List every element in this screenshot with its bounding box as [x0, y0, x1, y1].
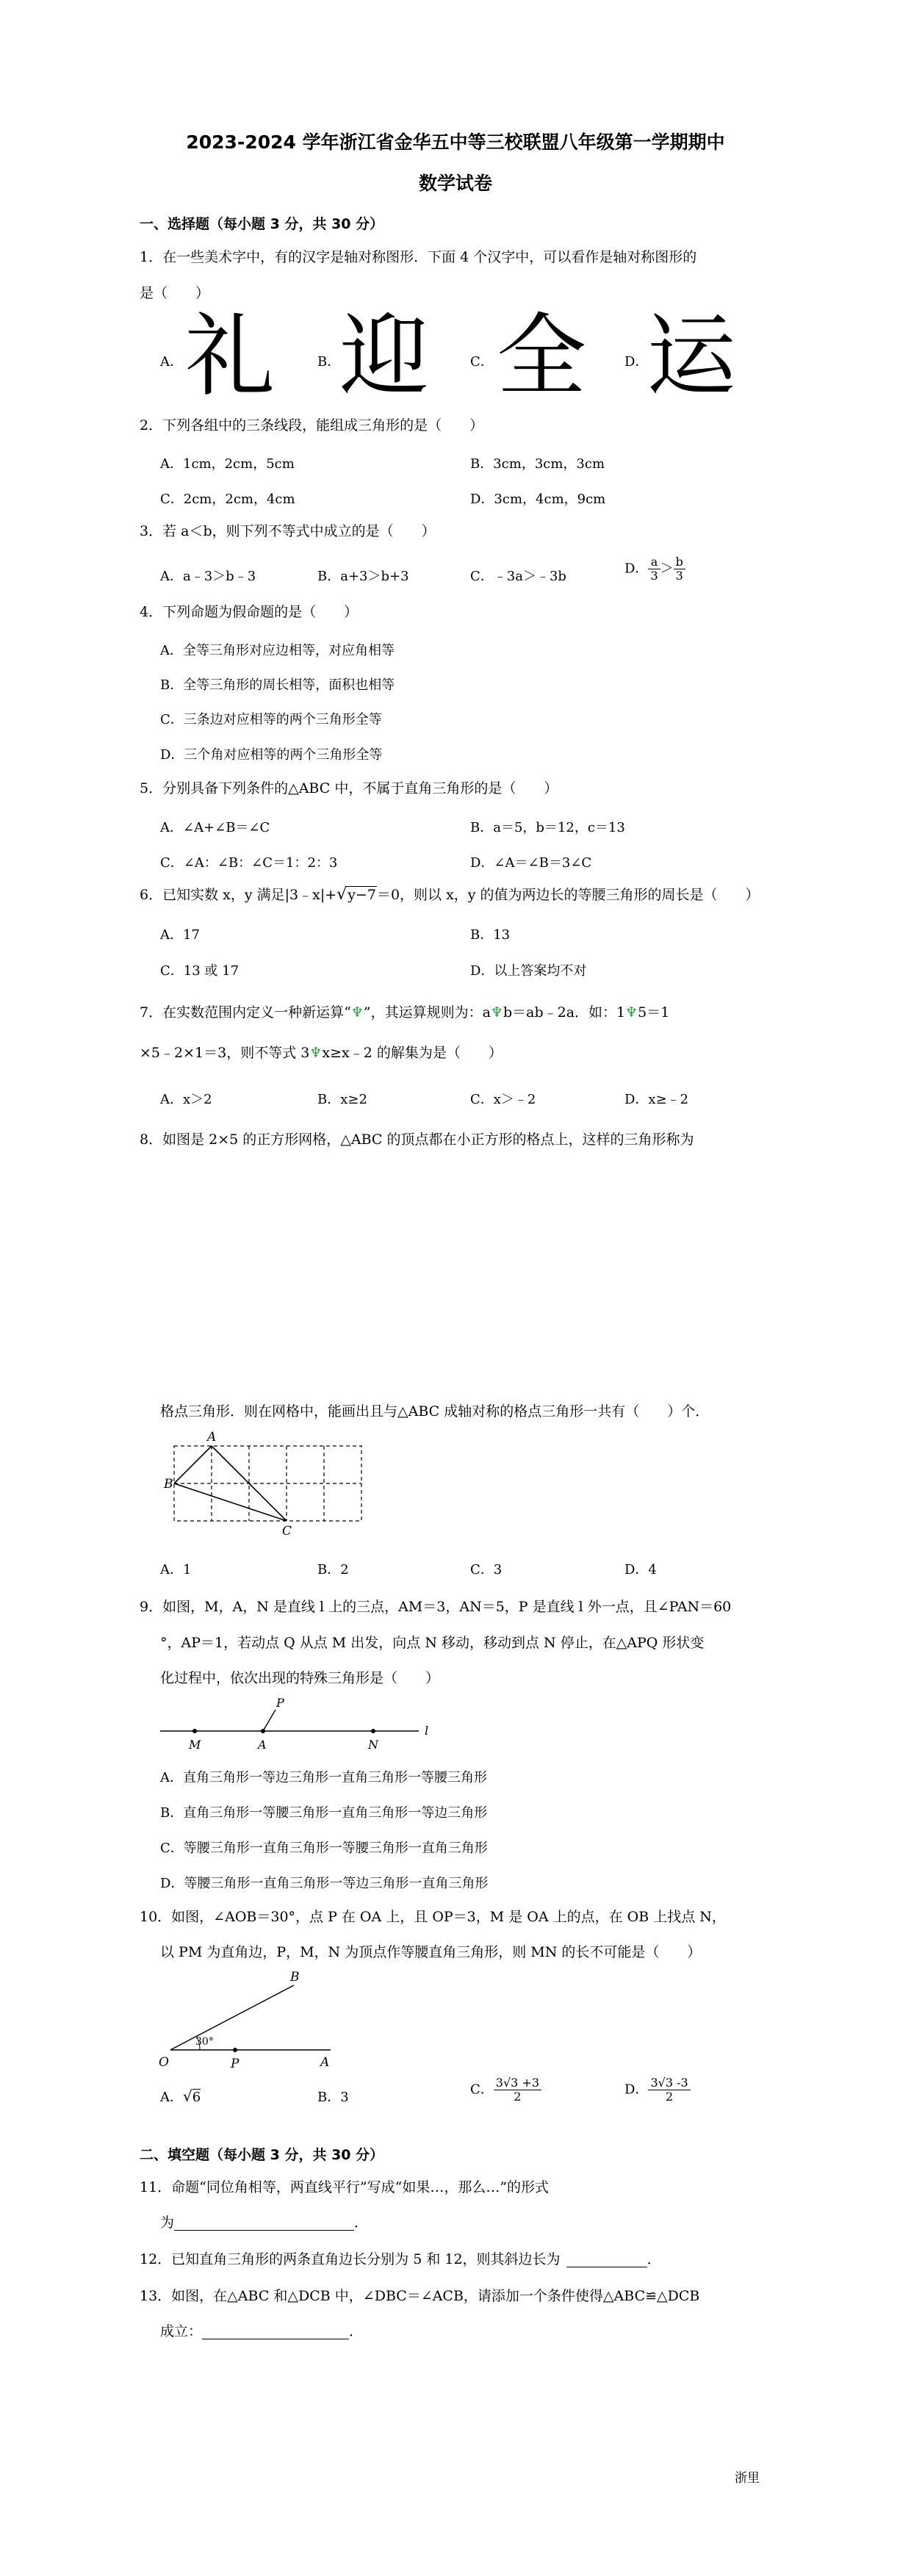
q1-option-d-char: 运 — [647, 304, 736, 409]
q9-label-p: P — [276, 1696, 284, 1710]
q2-option-b: B．3cm，3cm，3cm — [470, 456, 605, 472]
q10-label-a: A — [320, 2055, 330, 2070]
q12-stem: 12．已知直角三角形的两条直角边长分别为 5 和 12，则其斜边长为 ． — [140, 2251, 661, 2267]
q6-option-b: B．13 — [470, 927, 511, 943]
q7-option-b: B．x≥2 — [317, 1092, 367, 1107]
q9-stem-line3: 化过程中，依次出现的特殊三角形是（ ） — [160, 1670, 440, 1686]
q10-label-b: B — [290, 1970, 300, 1985]
q3-option-d — [624, 555, 685, 583]
q2-option-d: D．3cm，4cm，9cm — [470, 492, 606, 507]
q9-option-d: D．等腰三角形一直角三角形一等边三角形一直角三角形 — [160, 1876, 489, 1891]
q5-option-b: B．a＝5，b＝12，c＝13 — [470, 820, 625, 835]
q8-vertex-a-label: A — [207, 1430, 217, 1444]
q6-sqrt-radicand: y−7 — [348, 887, 376, 903]
q10-label-p: P — [231, 2057, 240, 2071]
q8-stem-line1: 8．如图是 2×5 的正方形网格，△ABC 的顶点都在小正方形的格点上，这样的三角形称为 — [140, 1132, 694, 1148]
custom-operator-icon: ♆ — [490, 1004, 503, 1021]
q8-grid-figure — [165, 1428, 378, 1538]
q1-stem-line1: 1．在一些美术字中，有的汉字是轴对称图形．下面 4 个汉字中，可以看作是轴对称图形的 — [140, 249, 697, 265]
q11-answer-blank[interactable] — [174, 2217, 354, 2231]
q6-option-a: A．17 — [160, 927, 200, 943]
q10-angle-figure — [154, 1969, 360, 2072]
q11-stem-line2: 为 ． — [160, 2215, 369, 2231]
q10-option-c-fraction: $\frac{3√3 +3}{2}$ — [494, 2076, 541, 2104]
q11-stem-line1: 11．命题“同位角相等，两直线平行”写成“如果…，那么…”的形式 — [140, 2179, 550, 2195]
q7-option-a: A．x＞2 — [160, 1092, 212, 1107]
q4-option-d: D．三个角对应相等的两个三角形全等 — [160, 747, 383, 763]
q4-option-b: B．全等三角形的周长相等，面积也相等 — [160, 677, 395, 693]
q3-option-d-label: D． — [624, 561, 649, 577]
q9-option-a: A．直角三角形一等边三角形一直角三角形一等腰三角形 — [160, 1770, 487, 1785]
q3-option-b: B．a+3＞b+3 — [317, 569, 409, 584]
exam-title-line1: 2023-2024 学年浙江省金华五中等三校联盟八年级第一学期期中 — [186, 132, 725, 153]
q1-option-a-label: A． — [160, 354, 183, 370]
q9-label-m: M — [189, 1738, 201, 1752]
q4-stem: 4．下列命题为假命题的是（ ） — [140, 604, 359, 620]
q9-label-n: N — [368, 1738, 378, 1752]
q13-stem-line2: 成立： ． — [160, 2323, 364, 2339]
q8-dashed-grid — [174, 1446, 361, 1521]
q2-option-c: C．2cm，2cm，4cm — [160, 492, 295, 507]
q5-option-d: D．∠A＝∠B＝3∠C — [470, 855, 592, 871]
q10-option-d: D． $\frac{3√3 -3}{2}$ — [624, 2076, 691, 2104]
q9-stem-line1: 9．如图，M，A，N 是直线 l 上的三点，AM＝3，AN＝5，P 是直线 l 外一点，且∠PAN＝60 — [140, 1599, 732, 1615]
q13-stem-line1: 13．如图，在△ABC 和△DCB 中，∠DBC＝∠ACB，请添加一个条件使得△ABC≌△DCB — [140, 2288, 700, 2304]
section-1-heading: 一、选择题（每小题 3 分，共 30 分） — [140, 216, 384, 232]
exam-title-line2: 数学试卷 — [418, 173, 492, 194]
q8-option-b: B．2 — [317, 1562, 349, 1577]
q6-stem: 6．已知实数 x，y 满足|3﹣x|+√y−7＝0，则以 x，y 的值为两边长的等腰三角形的周长是（ ） — [140, 885, 760, 904]
q10-label-o: O — [159, 2055, 169, 2070]
q6-option-c: C．13 或 17 — [160, 963, 240, 979]
q8-vertex-b-label: B — [164, 1477, 173, 1492]
q8-option-d: D．4 — [624, 1562, 657, 1577]
q8-stem-line2: 格点三角形．则在网格中，能画出且与△ABC 成轴对称的格点三角形一共有（ ）个． — [160, 1403, 710, 1420]
q10-option-d-fraction: $\frac{3√3 -3}{2}$ — [648, 2076, 690, 2104]
q5-option-c: C．∠A：∠B：∠C＝1：2：3 — [160, 855, 338, 871]
q4-option-c: C．三条边对应相等的两个三角形全等 — [160, 712, 382, 727]
q5-option-a: A．∠A+∠B＝∠C — [160, 820, 270, 835]
q3-option-a: A．a﹣3＞b﹣3 — [160, 569, 256, 584]
q4-option-a: A．全等三角形对应边相等，对应角相等 — [160, 643, 395, 658]
q10-stem-line2: 以 PM 为直角边，P，M，N 为顶点作等腰直角三角形，则 MN 的长不可能是（ ） — [160, 1944, 702, 1960]
q3-option-d-fraction-b: $\frac{b}{3}$ — [674, 555, 685, 583]
q7-stem-line2: ×5﹣2×1＝3，则不等式 3♆x≥x﹣2 的解集为是（ ） — [140, 1045, 503, 1061]
q12-answer-blank[interactable] — [566, 2253, 647, 2267]
q10-point-p — [233, 2048, 237, 2052]
q9-point-n — [371, 1729, 375, 1733]
q6-option-d: D．以上答案均不对 — [470, 963, 587, 979]
q10-angle-label: 30° — [195, 2036, 214, 2048]
custom-operator-icon: ♆ — [309, 1045, 323, 1061]
q13-answer-blank[interactable] — [202, 2325, 349, 2339]
q9-line-figure — [154, 1694, 441, 1760]
q8-option-a: A．1 — [160, 1562, 192, 1577]
q10-option-a-radicand: 6 — [192, 2090, 201, 2105]
q10-option-a: A．√6 — [160, 2087, 201, 2105]
q9-stem-line2: °，AP＝1，若动点 Q 从点 M 出发，向点 N 移动，移动到点 N 停止，在△APQ 形状变 — [160, 1635, 705, 1651]
q9-option-b: B．直角三角形一等腰三角形一直角三角形一等边三角形 — [160, 1805, 488, 1821]
q7-stem-line1: 7．在实数范围内定义一种新运算“♆”，其运算规则为：a♆b＝ab﹣2a．如：1♆5＝1 — [140, 1004, 670, 1021]
q9-label-l: l — [425, 1724, 429, 1738]
q10-stem-line1: 10．如图，∠AOB＝30°，点 P 在 OA 上，且 OP＝3，M 是 OA 上的点，在 OB 上找点 N， — [140, 1909, 726, 1925]
q1-option-b-label: B． — [317, 354, 341, 370]
q1-option-a-char: 礼 — [185, 304, 275, 409]
q1-stem-line2: 是（ ） — [140, 285, 210, 301]
q10-option-c: C． $\frac{3√3 +3}{2}$ — [470, 2076, 541, 2104]
custom-operator-icon: ♆ — [350, 1004, 364, 1021]
q10-option-b: B．3 — [317, 2090, 349, 2105]
q1-option-c-char: 全 — [497, 304, 586, 409]
q3-stem: 3．若 a＜b，则下列不等式中成立的是（ ） — [140, 523, 436, 539]
q8-vertex-c-label: C — [282, 1524, 292, 1539]
q9-point-m — [192, 1729, 197, 1733]
q9-segment-ap — [263, 1710, 276, 1731]
footer-watermark: 浙里 — [735, 2471, 760, 2486]
custom-operator-icon: ♆ — [625, 1004, 638, 1021]
q7-option-c: C．x＞﹣2 — [470, 1092, 536, 1107]
q3-option-c: C．﹣3a＞﹣3b — [470, 569, 566, 584]
q3-option-d-op: ＞ — [660, 561, 674, 577]
q1-option-c-label: C． — [470, 354, 494, 370]
q9-label-a: A — [258, 1738, 267, 1752]
q7-option-d: D．x≥﹣2 — [624, 1092, 689, 1107]
q2-option-a: A．1cm，2cm，5cm — [160, 456, 295, 472]
q9-point-a — [261, 1729, 265, 1733]
q3-option-d-fraction-a: $\frac{a}{3}$ — [648, 555, 660, 583]
q10-ray-ob — [170, 1985, 294, 2050]
q2-stem: 2．下列各组中的三条线段，能组成三角形的是（ ） — [140, 417, 484, 433]
q5-stem: 5．分别具备下列条件的△ABC 中，不属于直角三角形的是（ ） — [140, 780, 558, 796]
q9-option-c: C．等腰三角形一直角三角形一等腰三角形一直角三角形 — [160, 1841, 488, 1856]
section-2-heading: 二、填空题（每小题 3 分，共 30 分） — [140, 2147, 384, 2163]
q1-option-b-char: 迎 — [339, 304, 429, 409]
q1-option-d-label: D． — [624, 354, 649, 370]
q8-option-c: C．3 — [470, 1562, 503, 1577]
